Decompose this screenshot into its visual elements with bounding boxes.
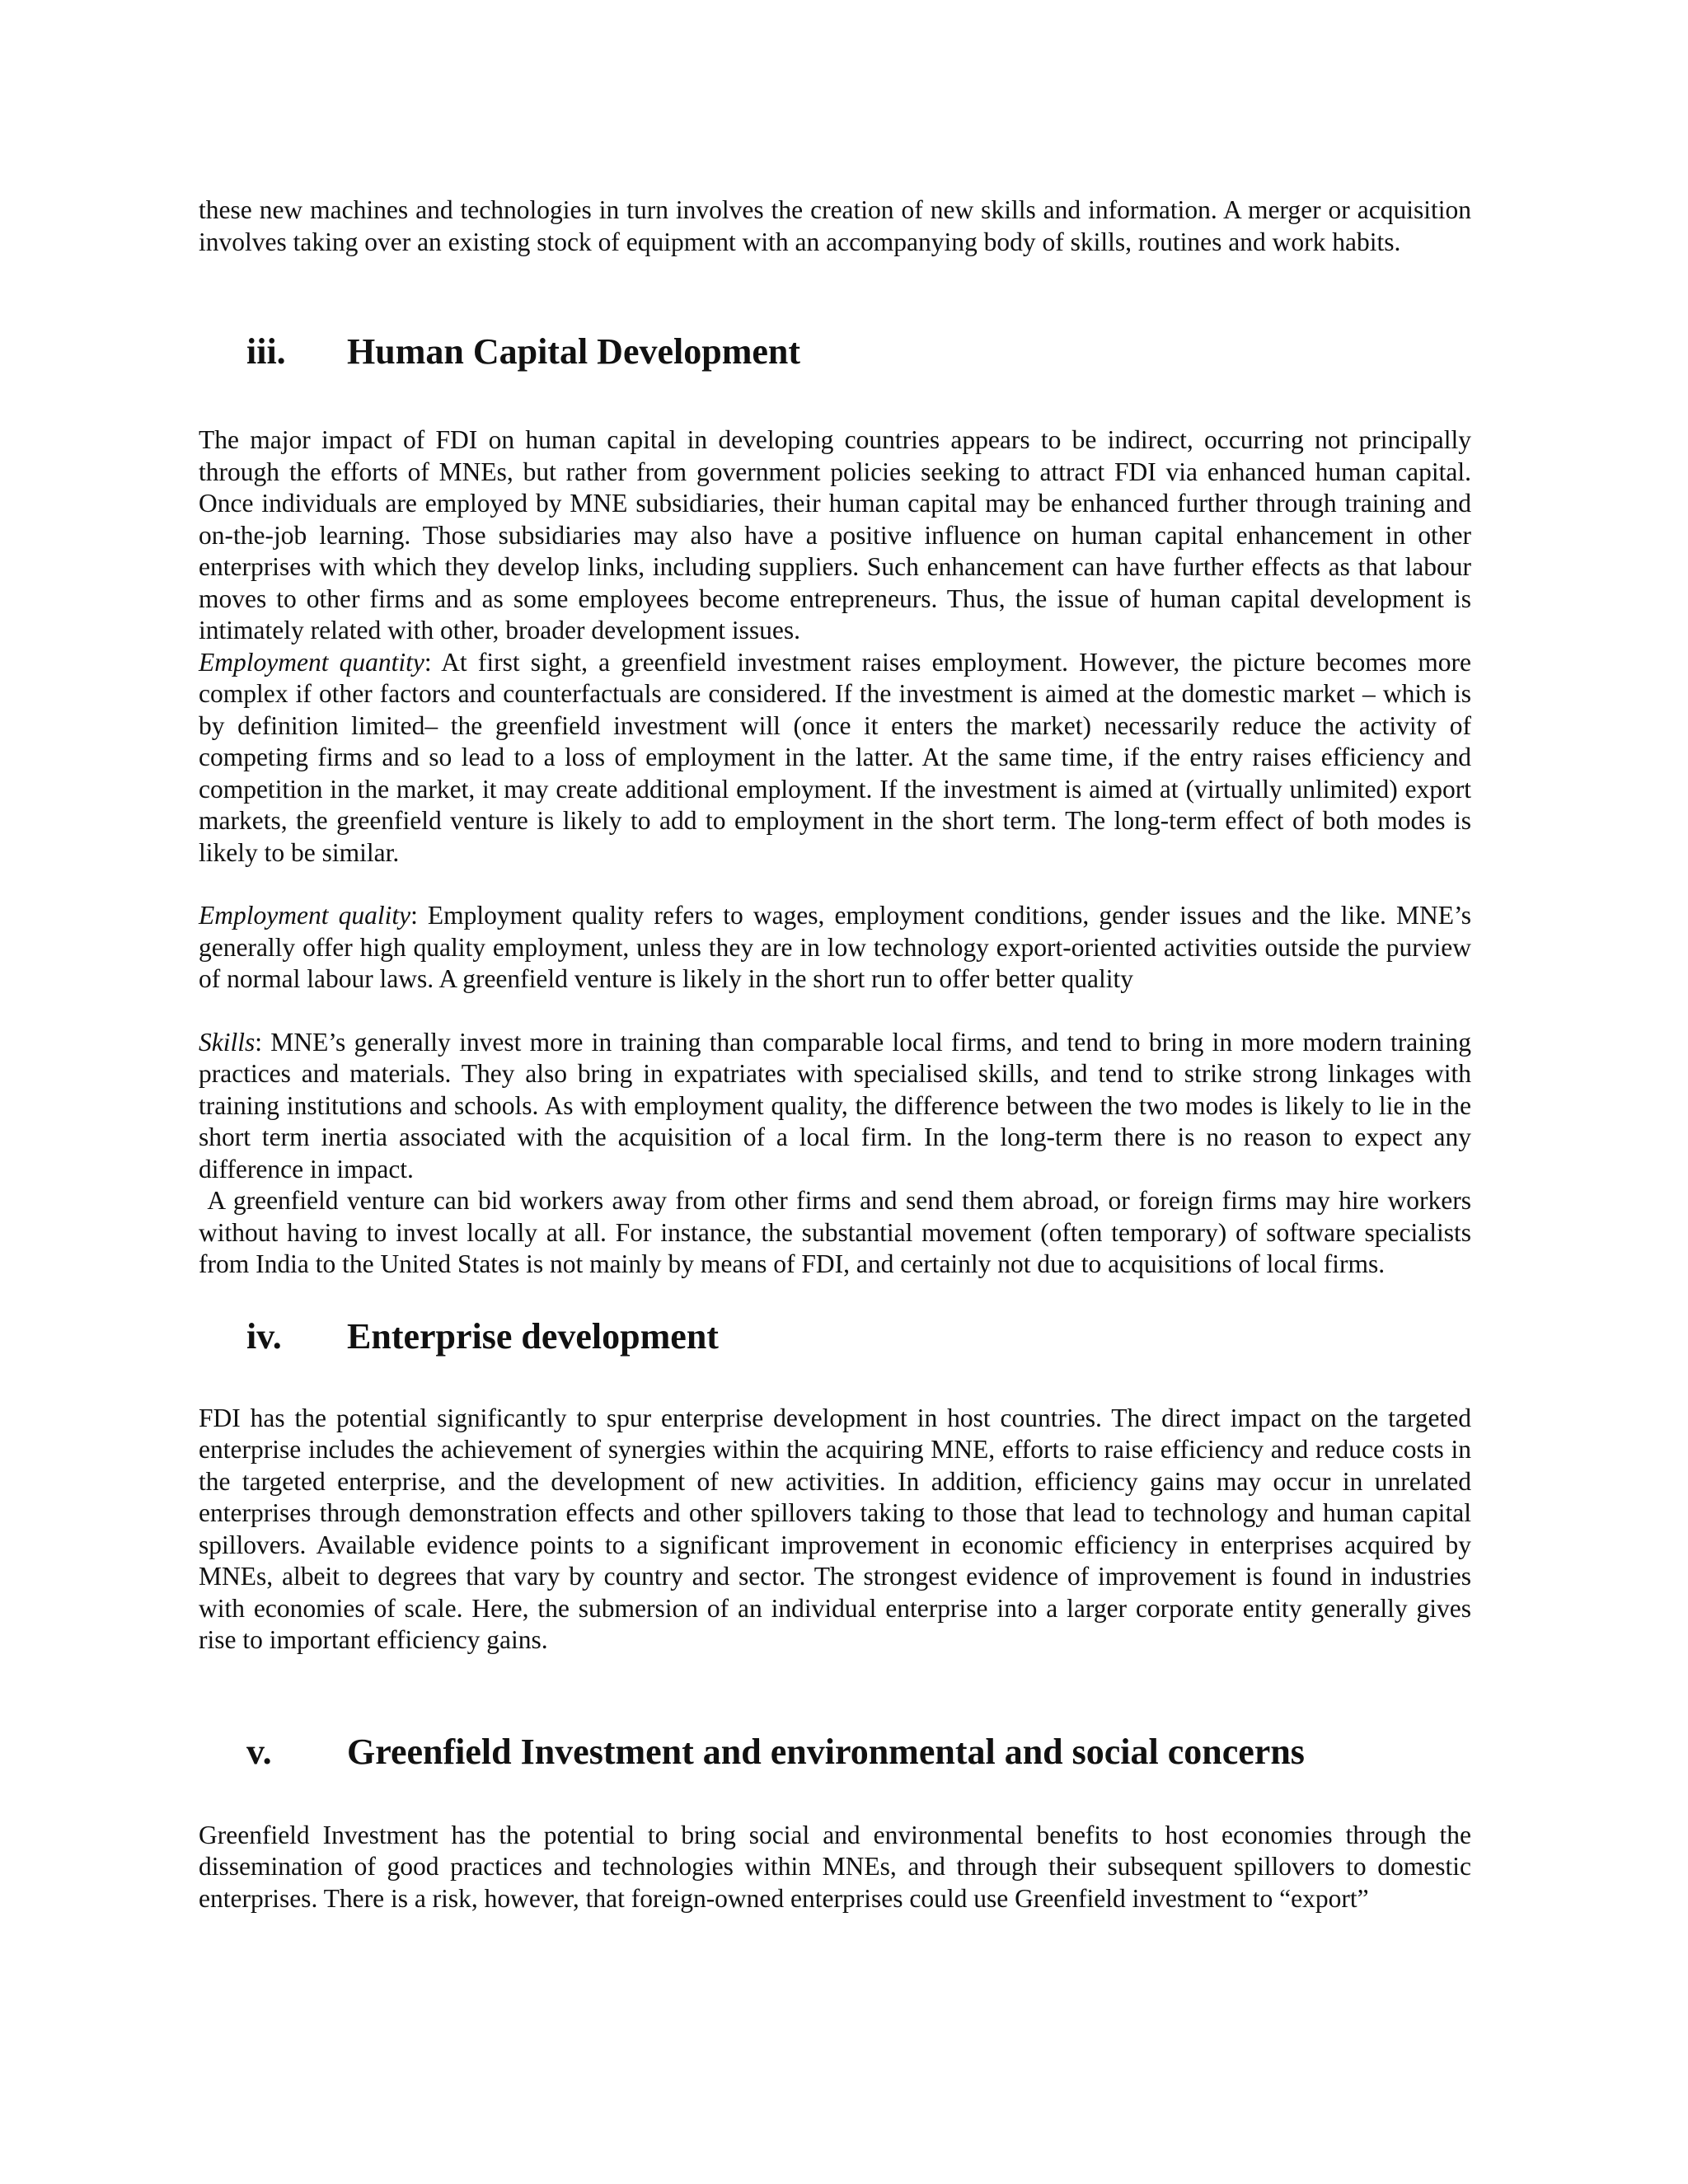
skills-paragraph [199, 1027, 1471, 1186]
greenfield-paragraph: Greenfield Investment has the potential to bring social and environmental benefits to host economies through the dissemination of good practices and technologies within MNEs, and through their subsequent spillovers to domestic enterprises. There is a risk, however, that foreign-owned enterprises could use Greenfield investment to “export” [199, 1820, 1471, 1913]
skills-text: : MNE’s generally invest more in training than comparable local firms, and tend to bring in more modern training practices and materials. They also bring in expatriates with specialised skills, and tend to strike strong linkages with training institutions and schools. As with employment quality, the difference between the two modes is likely to lie in the short term inertia associated with the acquisition of a local firm. In the long-term there is no reason to expect any difference in impact. [199, 1027, 1471, 1183]
skills-label: Skills [199, 1027, 256, 1057]
section-heading-greenfield [199, 1731, 1471, 1774]
section-number: v. [246, 1731, 272, 1772]
employment-quality-text: : Employment quality refers to wages, employment conditions, gender issues and the like. MNE’s generally offer high quality employment, unless they are in low technology export-oriented activities outside the purview of normal labour laws. A greenfield venture is likely in the short run to offer better quality [199, 901, 1471, 993]
employment-quantity-text: : At first sight, a greenfield investment raises employment. However, the picture becomes more complex if other factors and counterfactuals are considered. If the investment is aimed at the domestic market – which is by definition limited– the greenfield investment will (once it enters the market) necessarily reduce the activity of competing firms and so lead to a loss of employment in the latter. At the same time, if the entry raises efficiency and competition in the market, it may create additional employment. If the investment is aimed at (virtually unlimited) export markets, the greenfield venture is likely to add to employment in the short term. The long-term effect of both modes is likely to be similar. [199, 647, 1471, 867]
document-page [199, 194, 1478, 1915]
intro-paragraph: these new machines and technologies in turn involves the creation of new skills and information. A merger or acquisition involves taking over an existing stock of equipment with an accompanying body of skills, routines and work habits. [199, 195, 1471, 256]
section-title: Human Capital Development [347, 331, 800, 372]
employment-quality-label: Employment quality [199, 901, 411, 930]
human-capital-paragraph: The major impact of FDI on human capital in developing countries appears to be indirect, occurring not principally through the efforts of MNEs, but rather from government policies seeking to attract FDI via enhanced human capital. Once individuals are employed by MNE subsidiaries, their human capital may be enhanced further through training and on-the-job learning. Those subsidiaries may also have a positive influence on human capital enhancement in other enterprises with which they develop links, including suppliers. Such enhancement can have further effects as that labour moves to other firms and as some employees become entrepreneurs. Thus, the issue of human capital development is intimately related with other, broader development issues. [199, 425, 1471, 644]
section-title: Enterprise development [347, 1315, 719, 1357]
enterprise-paragraph: FDI has the potential significantly to spur enterprise development in host countries. The direct impact on the targeted enterprise includes the achievement of synergies within the acquiring MNE, efforts to raise efficiency and reduce costs in the targeted enterprise, and the development of new activities. In addition, efficiency gains may occur in unrelated enterprises through demonstration effects and other spillovers taking to those that lead to technology and human capital spillovers. Available evidence points to a significant improvement in economic efficiency in enterprises acquired by MNEs, albeit to degrees that vary by country and sector. The strongest evidence of improvement is found in industries with economies of scale. Here, the submersion of an individual enterprise into a larger corporate entity generally gives rise to important efficiency gains. [199, 1403, 1471, 1654]
employment-quantity-paragraph [199, 647, 1471, 869]
section-number: iv. [246, 1315, 282, 1357]
section-title: Greenfield Investment and environmental and social concerns [347, 1731, 1305, 1772]
employment-quantity-label: Employment quantity [199, 647, 424, 677]
employment-quality-paragraph [199, 900, 1471, 996]
section-heading-enterprise [199, 1315, 1471, 1358]
greenfield-bid-paragraph: A greenfield venture can bid workers away from other firms and send them abroad, or foreign firms may hire workers without having to invest locally at all. For instance, the substantial movement (often temporary) of software specialists from India to the United States is not mainly by means of FDI, and certainly not due to acquisitions of local firms. [199, 1186, 1478, 1278]
section-heading-human-capital [199, 330, 1471, 373]
section-number: iii. [246, 331, 286, 372]
